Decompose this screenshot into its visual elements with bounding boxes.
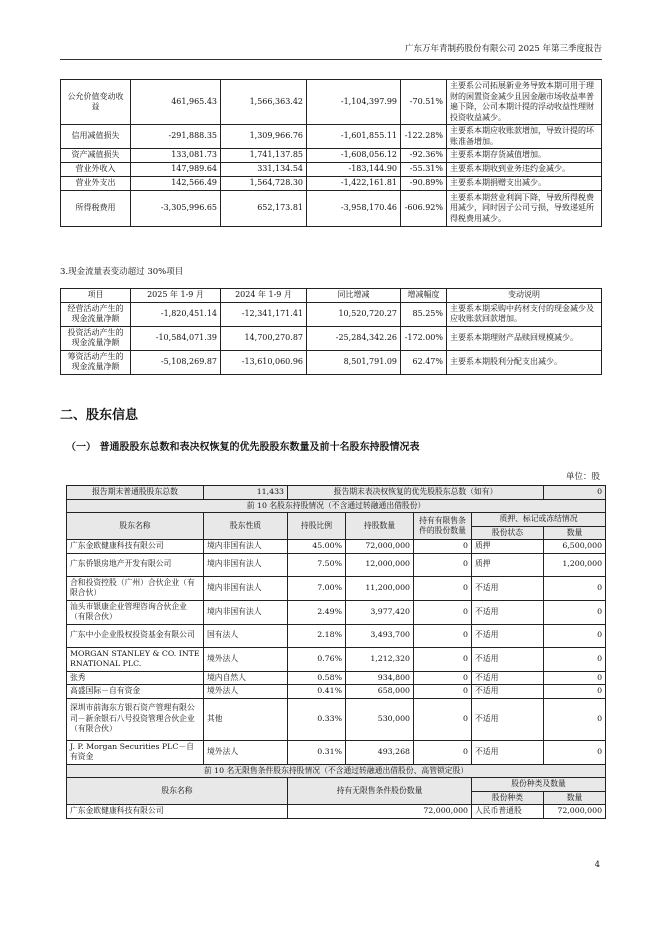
table-cell: 0	[414, 600, 472, 624]
row-label: 信用减值损失	[61, 125, 131, 149]
table-cell: 85.25%	[401, 302, 447, 326]
pledge-status: 不适用	[472, 624, 544, 647]
table-cell: 0	[414, 576, 472, 600]
table-cell: 72,000,000	[544, 805, 606, 819]
table-cell: 0.31%	[288, 740, 346, 764]
table-cell: -172.00%	[401, 326, 447, 350]
table-cell: 147,989.64	[131, 163, 221, 177]
change-note: 主要系本期应收账款增加，导致计提的坏账准备增加。	[447, 125, 602, 149]
totals-row	[67, 486, 606, 500]
table-cell: 72,000,000	[288, 805, 472, 819]
row-label: 所得税费用	[61, 191, 131, 227]
shareholder-row	[67, 540, 606, 554]
change-note: 主要系本期采购中药材支付的现金减少及应收账款回款增加。	[447, 302, 602, 326]
shareholder-row	[67, 600, 606, 624]
table-cell: 0	[414, 647, 472, 671]
total-holders-label: 报告期末普通股股东总数	[67, 486, 204, 500]
table-cell: -92.36%	[401, 149, 447, 163]
table-cell: 11,200,000	[346, 576, 414, 600]
col-header: 持有有限售条件的股份数量	[414, 513, 472, 540]
shareholder-nature: 境内非国有法人	[204, 576, 288, 600]
table-cell: 0.41%	[288, 685, 346, 699]
shareholder-name: 广东金欧健康科技有限公司	[67, 805, 288, 819]
col-header: 股份状态	[472, 526, 544, 540]
table-cell: -13,610,060.96	[221, 350, 307, 374]
shareholder-name: 汕头市银康企业管理咨询合伙企业（有限合伙）	[67, 600, 204, 624]
table-cell: 0	[414, 624, 472, 647]
table-cell: -1,820,451.14	[131, 302, 221, 326]
table-cell: 461,965.43	[131, 80, 221, 125]
table-row	[61, 302, 602, 326]
pledge-status: 不适用	[472, 685, 544, 699]
table-cell: 0	[414, 540, 472, 554]
col-header: 数量	[544, 526, 606, 540]
report-header: 广东万年青制药股份有限公司 2025 年第三季度报告	[404, 44, 602, 54]
shareholder-nature: 境内非国有法人	[204, 540, 288, 554]
table-row	[61, 191, 602, 227]
table-cell: 45.00%	[288, 540, 346, 554]
table-cell: -1,608,056.12	[307, 149, 401, 163]
col-header: 质押、标记或冻结情况	[472, 513, 606, 527]
section-subtitle: （一） 普通股股东总数和表决权恢复的优先股股东数量及前十名股东持股情况表	[66, 442, 420, 453]
shareholder-name: 张秀	[67, 671, 204, 685]
table-cell: -70.51%	[401, 80, 447, 125]
shareholder-row	[67, 740, 606, 764]
table-row	[61, 163, 602, 177]
shareholder-name: J. P. Morgan Securities PLC－自有资金	[67, 740, 204, 764]
col-header: 数量	[544, 791, 606, 805]
col-header: 股东名称	[67, 513, 204, 540]
table-cell: 7.00%	[288, 576, 346, 600]
col-header: 股份种类	[472, 791, 544, 805]
shareholder-nature: 国有法人	[204, 624, 288, 647]
unit-label: 单位：股	[565, 472, 600, 482]
page-number: 4	[594, 860, 600, 870]
shareholder-nature: 境外法人	[204, 685, 288, 699]
table-cell: 8,501,791.09	[307, 350, 401, 374]
table-cell: 0	[544, 698, 606, 740]
shareholder-nature: 境外法人	[204, 740, 288, 764]
table-row	[61, 326, 602, 350]
col-header: 持有无限售条件股份数量	[288, 778, 472, 805]
shareholder-name: 高盛国际－自有资金	[67, 685, 204, 699]
top10-title: 前 10 名股东持股情况（不含通过转融通出借股份）	[67, 499, 606, 513]
row-label: 经营活动产生的现金流量净额	[61, 302, 131, 326]
income-changes-table	[60, 79, 602, 227]
shareholder-name: 合和投资控股（广州）合伙企业（有限合伙）	[67, 576, 204, 600]
row-label: 营业外支出	[61, 177, 131, 191]
shareholders-table	[66, 485, 606, 819]
change-note: 主要系公司拓展新业务导致本期可用于理财的闲置资金减少且因金融市场收益率普遍下降，公司本期计提的浮动收益性理财投资收益减少。	[447, 80, 602, 125]
pledge-status: 不适用	[472, 698, 544, 740]
table-cell: 0	[544, 600, 606, 624]
col-header: 同比增减	[307, 289, 401, 303]
row-label: 筹资活动产生的现金流量净额	[61, 350, 131, 374]
table-cell: 0	[414, 553, 472, 576]
table-cell: -183,144.90	[307, 163, 401, 177]
row-label: 营业外收入	[61, 163, 131, 177]
table-cell: 133,081.73	[131, 149, 221, 163]
shareholder-nature: 境内非国有法人	[204, 553, 288, 576]
shareholder-row	[67, 685, 606, 699]
table-cell: -90.89%	[401, 177, 447, 191]
col-header: 2025 年 1-9 月	[131, 289, 221, 303]
table-row	[61, 125, 602, 149]
table-cell: 0	[544, 576, 606, 600]
table-cell: 1,309,966.76	[221, 125, 307, 149]
table-cell: 0	[414, 671, 472, 685]
table-cell: 0.76%	[288, 647, 346, 671]
table-cell: 0.58%	[288, 671, 346, 685]
table-cell: 0	[544, 624, 606, 647]
shareholder-name: MORGAN STANLEY & CO. INTERNATIONAL PLC.	[67, 647, 204, 671]
table-cell: 652,173.81	[221, 191, 307, 227]
unres-header-row	[67, 778, 606, 792]
table-cell: -1,422,161.81	[307, 177, 401, 191]
shareholder-row	[67, 553, 606, 576]
unres-title-row	[67, 764, 606, 778]
section-title: 二、股东信息	[60, 408, 139, 423]
table-cell: 493,268	[346, 740, 414, 764]
unres-title: 前 10 名无限售条件股东持股情况（不含通过转融通出借股份、高管锁定股）	[67, 764, 606, 778]
cashflow-changes-table	[60, 288, 602, 375]
table-cell: 1,564,728.30	[221, 177, 307, 191]
table-cell: 142,566.49	[131, 177, 221, 191]
table-cell: 72,000,000	[346, 540, 414, 554]
table-cell: 0	[414, 685, 472, 699]
table-cell: 0	[544, 685, 606, 699]
table-cell: 1,741,137.85	[221, 149, 307, 163]
col-header: 变动说明	[447, 289, 602, 303]
table-cell: 658,000	[346, 685, 414, 699]
header-rule	[60, 59, 602, 60]
shareholder-row	[67, 576, 606, 600]
row-label: 资产减值损失	[61, 149, 131, 163]
shareholder-name: 广东金欧健康科技有限公司	[67, 540, 204, 554]
table-cell: 2.49%	[288, 600, 346, 624]
col-header: 股东性质	[204, 513, 288, 540]
shareholder-row	[67, 647, 606, 671]
pledge-status: 不适用	[472, 647, 544, 671]
row-label: 投资活动产生的现金流量净额	[61, 326, 131, 350]
pledge-status: 不适用	[472, 600, 544, 624]
table-cell: -25,284,342.26	[307, 326, 401, 350]
top10-header-row	[67, 513, 606, 527]
shareholder-nature: 境内自然人	[204, 671, 288, 685]
table-cell: 0	[414, 698, 472, 740]
shareholder-row	[67, 624, 606, 647]
col-header: 2024 年 1-9 月	[221, 289, 307, 303]
change-note: 主要系本期理财产品赎回规模减少。	[447, 326, 602, 350]
table-cell: 62.47%	[401, 350, 447, 374]
table-row	[61, 149, 602, 163]
table-cell: -12,341,171.41	[221, 302, 307, 326]
table-cell: 0	[414, 740, 472, 764]
shareholder-row	[67, 671, 606, 685]
change-note: 主要系本期营业利润下降，导致所得税费用减少，同时因子公司亏损，导致递延所得税费用减少。	[447, 191, 602, 227]
pledge-status: 质押	[472, 553, 544, 576]
table-cell: -55.31%	[401, 163, 447, 177]
table-cell: 3,493,700	[346, 624, 414, 647]
table-cell: 10,520,720.27	[307, 302, 401, 326]
shareholder-name: 广东中小企业股权投资基金有限公司	[67, 624, 204, 647]
pref-holders-label: 报告期末表决权恢复的优先股股东总数（如有）	[288, 486, 544, 500]
table-cell: 1,566,363.42	[221, 80, 307, 125]
total-holders-value: 11,433	[204, 486, 288, 500]
table-row	[61, 177, 602, 191]
shareholder-nature: 境内非国有法人	[204, 600, 288, 624]
table-cell: 3,977,420	[346, 600, 414, 624]
col-header: 项目	[61, 289, 131, 303]
pledge-status: 不适用	[472, 671, 544, 685]
table-cell: 12,000,000	[346, 553, 414, 576]
table-cell: -5,108,269.87	[131, 350, 221, 374]
table-cell: 2.18%	[288, 624, 346, 647]
table-cell: -291,888.35	[131, 125, 221, 149]
pledge-status: 不适用	[472, 576, 544, 600]
col-header: 持股比例	[288, 513, 346, 540]
pref-holders-value: 0	[544, 486, 606, 500]
table-cell: -10,584,071.39	[131, 326, 221, 350]
table-cell: 0	[544, 671, 606, 685]
table-cell: 0	[544, 647, 606, 671]
table-cell: 7.50%	[288, 553, 346, 576]
shareholder-nature: 境外法人	[204, 647, 288, 671]
change-note: 主要系本期股利分配支出减少。	[447, 350, 602, 374]
shareholder-nature: 其他	[204, 698, 288, 740]
col-header: 增减幅度	[401, 289, 447, 303]
shareholder-name: 广东侨银房地产开发有限公司	[67, 553, 204, 576]
table-cell: 14,700,270.87	[221, 326, 307, 350]
table-header-row	[61, 289, 602, 303]
change-note: 主要系本期捐赠支出减少。	[447, 177, 602, 191]
table-cell: -606.92%	[401, 191, 447, 227]
col-header: 股东名称	[67, 778, 288, 805]
table-cell: -3,958,170.46	[307, 191, 401, 227]
table-cell: -1,601,855.11	[307, 125, 401, 149]
unres-row	[67, 805, 606, 819]
col-header: 持股数量	[346, 513, 414, 540]
pledge-status: 不适用	[472, 740, 544, 764]
table-row	[61, 80, 602, 125]
table-row	[61, 350, 602, 374]
change-note: 主要系本期收到业务违约金减少。	[447, 163, 602, 177]
table-cell: 934,800	[346, 671, 414, 685]
top10-title-row	[67, 499, 606, 513]
table-cell: 331,134.54	[221, 163, 307, 177]
share-kind: 人民币普通股	[472, 805, 544, 819]
cashflow-subtitle: 3.现金流量表变动超过 30%项目	[60, 267, 184, 277]
table-cell: -122.28%	[401, 125, 447, 149]
table-cell: 530,000	[346, 698, 414, 740]
shareholder-name: 深圳市前海东方银石资产管理有限公司－新余银石八号投资管理合伙企业（有限合伙）	[67, 698, 204, 740]
table-cell: 1,200,000	[544, 553, 606, 576]
table-cell: 1,212,320	[346, 647, 414, 671]
table-cell: 0.33%	[288, 698, 346, 740]
pledge-status: 质押	[472, 540, 544, 554]
table-cell: 6,500,000	[544, 540, 606, 554]
table-cell: -3,305,996.65	[131, 191, 221, 227]
row-label: 公允价值变动收益	[61, 80, 131, 125]
shareholder-row	[67, 698, 606, 740]
change-note: 主要系本期存货减值增加。	[447, 149, 602, 163]
table-cell: 0	[544, 740, 606, 764]
col-header: 股份种类及数量	[472, 778, 606, 792]
table-cell: -1,104,397.99	[307, 80, 401, 125]
